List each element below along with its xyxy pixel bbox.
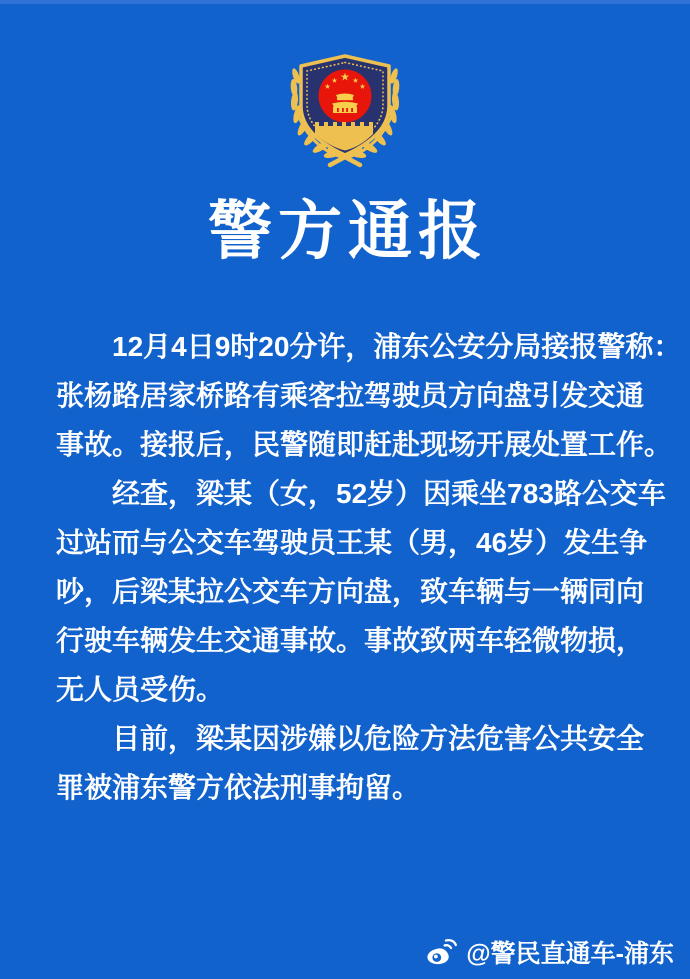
text-line: 事故。接报后，民警随即赶赴现场开展处置工作。 bbox=[56, 429, 673, 460]
text-line: 行驶车辆发生交通事故。事故致两车轻微物损， bbox=[56, 625, 645, 656]
text-line: 12月4日9时20分许，浦东公安分局接报警称： bbox=[112, 331, 682, 362]
notice-paragraph-2 bbox=[56, 469, 666, 714]
top-edge-strip bbox=[0, 0, 690, 4]
notice-body bbox=[56, 322, 682, 812]
watermark bbox=[424, 934, 674, 970]
notice-paragraph-1 bbox=[56, 322, 682, 469]
notice-paragraph-3 bbox=[56, 714, 648, 812]
text-line: 吵，后梁某拉公交车方向盘，致车辆与一辆同向 bbox=[56, 576, 645, 607]
weibo-icon bbox=[424, 938, 459, 967]
text-line: 无人员受伤。 bbox=[56, 674, 225, 705]
police-emblem-icon bbox=[282, 52, 408, 168]
text-line: 过站而与公交车驾驶员王某（男，46岁）发生争 bbox=[56, 527, 648, 558]
notice-title: 警方通报 bbox=[208, 195, 488, 267]
text-line: 经查，梁某（女，52岁）因乘坐783路公交车 bbox=[112, 478, 666, 509]
text-line: 罪被浦东警方依法刑事拘留。 bbox=[56, 772, 421, 803]
text-line: 张杨路居家桥路有乘客拉驾驶员方向盘引发交通 bbox=[56, 380, 645, 411]
text-line: 目前，梁某因涉嫌以危险方法危害公共安全 bbox=[112, 723, 645, 754]
watermark-handle: @警民直通车-浦东 bbox=[466, 940, 674, 968]
